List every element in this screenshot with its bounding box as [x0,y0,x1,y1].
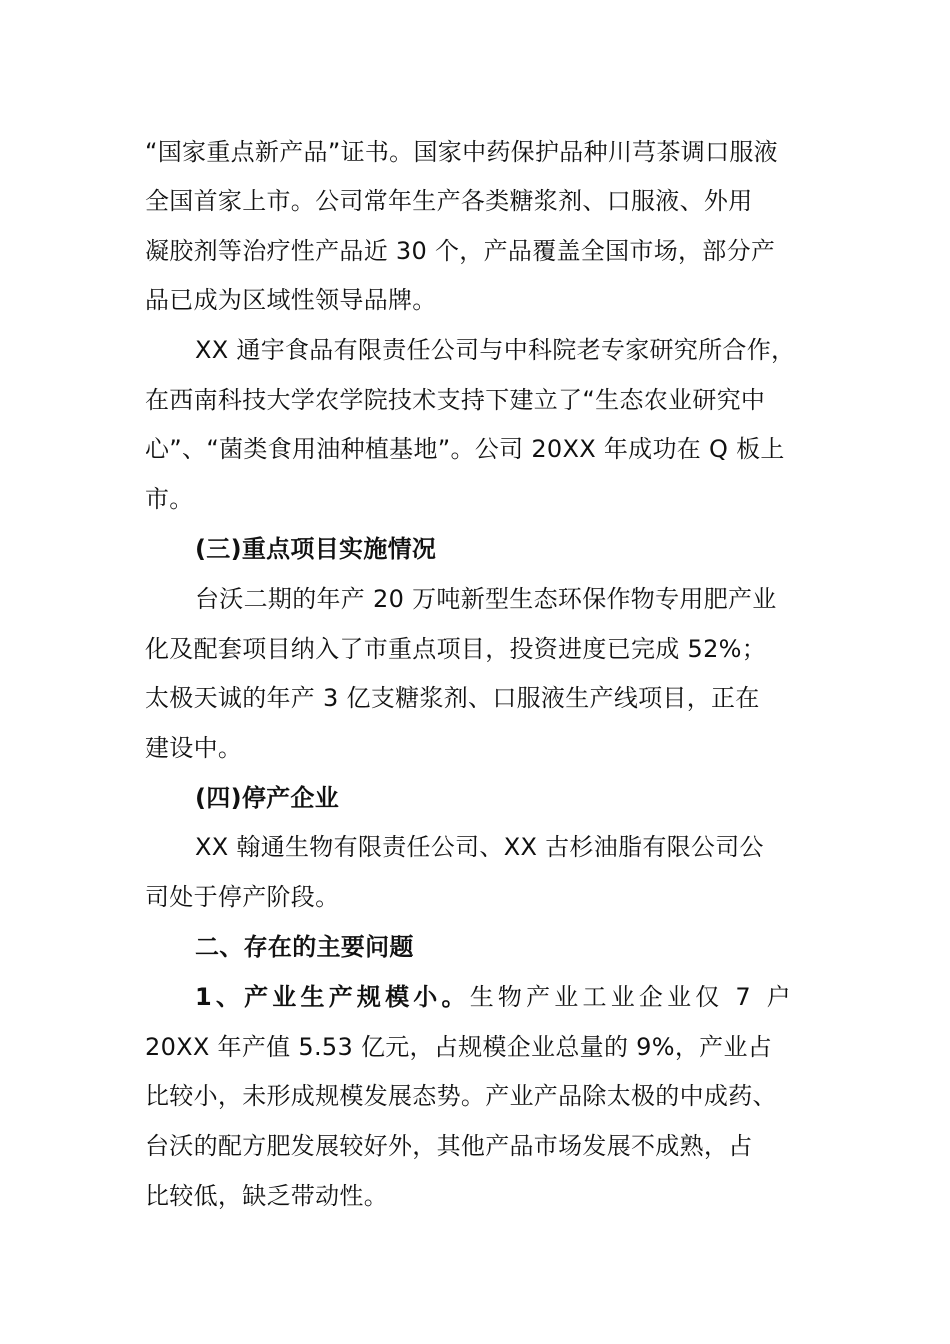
paragraph-line: 台沃的配方肥发展较好外，其他产品市场发展不成熟，占 [145,1132,753,1160]
paragraph-line: “国家重点新产品”证书。国家中药保护品种川芎茶调口服液 [145,138,778,166]
paragraph-line: 比较小，未形成规模发展态势。产业产品除太极的中成药、 [145,1082,777,1110]
paragraph-line: 建设中。 [145,734,243,762]
paragraph-lead-bold: 1、产业生产规模小。 [195,983,470,1011]
paragraph-lead-rest: 生物产业工业企业仅 7 户 [469,983,795,1011]
paragraph-line: 全国首家上市。公司常年生产各类糖浆剂、口服液、外用 [145,187,753,215]
section-heading: (三)重点项目实施情况 [195,535,437,563]
paragraph-line: 化及配套项目纳入了市重点项目，投资进度已完成 52%； [145,635,767,663]
paragraph-line: 台沃二期的年产 20 万吨新型生态环保作物专用肥产业 [195,585,777,613]
paragraph-line: 太极天诚的年产 3 亿支糖浆剂、口服液生产线项目，正在 [145,684,760,712]
paragraph-line: 20XX 年产值 5.53 亿元，占规模企业总量的 9%，产业占 [145,1033,773,1061]
paragraph-line: XX 翰通生物有限责任公司、XX 古杉油脂有限公司公 [195,833,764,861]
paragraph-line: 比较低，缺乏带动性。 [145,1182,388,1210]
paragraph-line: 市。 [145,485,194,513]
paragraph-line: 凝胶剂等治疗性产品近 30 个，产品覆盖全国市场，部分产 [145,237,776,265]
paragraph-line: 司处于停产阶段。 [145,883,340,911]
chapter-heading: 二、存在的主要问题 [195,933,414,961]
section-heading: (四)停产企业 [195,784,340,812]
paragraph-line: 在西南科技大学农学院技术支持下建立了“生态农业研究中 [145,386,766,414]
paragraph-line: XX 通宇食品有限责任公司与中科院老专家研究所合作， [195,336,796,364]
paragraph-line: 品已成为区域性领导品牌。 [145,286,437,314]
paragraph-line: 心”、“菌类食用油种植基地”。公司 20XX 年成功在 Q 板上 [145,435,785,463]
paragraph-line [195,981,895,1013]
